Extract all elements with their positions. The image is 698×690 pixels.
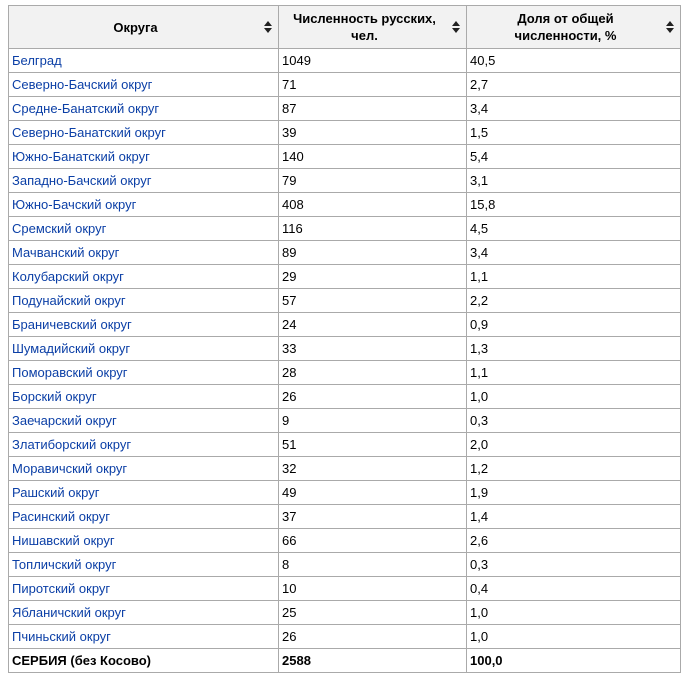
population-table: [8, 5, 681, 673]
population-cell: 79: [279, 169, 467, 193]
sort-icon[interactable]: [452, 20, 460, 34]
district-cell: [9, 121, 279, 145]
district-link[interactable]: Топличский округ: [12, 557, 117, 572]
table-row: [9, 217, 681, 241]
share-cell: 4,5: [467, 217, 681, 241]
district-link[interactable]: Моравичский округ: [12, 461, 128, 476]
district-cell: [9, 265, 279, 289]
share-cell: 1,3: [467, 337, 681, 361]
district-link[interactable]: Сремский округ: [12, 221, 107, 236]
share-cell: 0,9: [467, 313, 681, 337]
population-cell: 87: [279, 97, 467, 121]
population-cell: 66: [279, 529, 467, 553]
share-cell: 2,2: [467, 289, 681, 313]
population-cell: 1049: [279, 49, 467, 73]
share-cell: 1,2: [467, 457, 681, 481]
district-link[interactable]: Борский округ: [12, 389, 97, 404]
population-cell: 71: [279, 73, 467, 97]
district-link[interactable]: Заечарский округ: [12, 413, 117, 428]
share-cell: 1,4: [467, 505, 681, 529]
population-cell: 51: [279, 433, 467, 457]
table-row: [9, 601, 681, 625]
district-link[interactable]: Поморавский округ: [12, 365, 128, 380]
district-cell: [9, 289, 279, 313]
share-cell: 1,1: [467, 361, 681, 385]
population-cell: 408: [279, 193, 467, 217]
district-link[interactable]: Пчиньский округ: [12, 629, 111, 644]
population-cell: 28: [279, 361, 467, 385]
share-cell: 2,7: [467, 73, 681, 97]
district-link[interactable]: Златиборский округ: [12, 437, 132, 452]
district-cell: [9, 601, 279, 625]
district-link[interactable]: Нишавский округ: [12, 533, 115, 548]
share-cell: 0,3: [467, 553, 681, 577]
district-link[interactable]: Колубарский округ: [12, 269, 124, 284]
share-cell: 2,0: [467, 433, 681, 457]
share-cell: 1,0: [467, 385, 681, 409]
district-cell: [9, 313, 279, 337]
total-label-cell: СЕРБИЯ (без Косово): [9, 649, 279, 673]
district-link[interactable]: Северно-Банатский округ: [12, 125, 166, 140]
district-link[interactable]: Белград: [12, 53, 62, 68]
share-cell: 0,4: [467, 577, 681, 601]
table-row: [9, 145, 681, 169]
share-cell: 1,0: [467, 601, 681, 625]
table-row: [9, 553, 681, 577]
population-cell: 33: [279, 337, 467, 361]
population-cell: 57: [279, 289, 467, 313]
district-link[interactable]: Шумадийский округ: [12, 341, 131, 356]
share-cell: 1,9: [467, 481, 681, 505]
table-row: [9, 409, 681, 433]
share-cell: 3,4: [467, 97, 681, 121]
population-cell: 26: [279, 385, 467, 409]
share-cell: 1,1: [467, 265, 681, 289]
table-row: [9, 433, 681, 457]
table-row: [9, 337, 681, 361]
district-link[interactable]: Подунайский округ: [12, 293, 126, 308]
column-header-population[interactable]: [279, 6, 467, 49]
table-row: [9, 73, 681, 97]
column-header-label: Округа: [113, 19, 158, 35]
district-cell: [9, 193, 279, 217]
population-cell: 8: [279, 553, 467, 577]
table-row: [9, 577, 681, 601]
share-cell: 40,5: [467, 49, 681, 73]
total-population-cell: 2588: [279, 649, 467, 673]
district-cell: [9, 97, 279, 121]
district-link[interactable]: Рашский округ: [12, 485, 100, 500]
table-row: [9, 529, 681, 553]
population-cell: 39: [279, 121, 467, 145]
column-header-label: Численность русских, чел.: [293, 11, 436, 43]
district-link[interactable]: Западно-Бачский округ: [12, 173, 152, 188]
table-row: [9, 49, 681, 73]
district-link[interactable]: Южно-Банатский округ: [12, 149, 150, 164]
district-cell: [9, 433, 279, 457]
table-row: [9, 505, 681, 529]
district-link[interactable]: Мачванский округ: [12, 245, 120, 260]
table-row: [9, 193, 681, 217]
share-cell: 0,3: [467, 409, 681, 433]
share-cell: 1,0: [467, 625, 681, 649]
population-cell: 24: [279, 313, 467, 337]
share-cell: 1,5: [467, 121, 681, 145]
population-cell: 37: [279, 505, 467, 529]
table-container: [8, 5, 681, 673]
table-row: [9, 313, 681, 337]
sort-icon[interactable]: [666, 20, 674, 34]
district-cell: [9, 505, 279, 529]
table-row: [9, 121, 681, 145]
population-cell: 9: [279, 409, 467, 433]
district-cell: [9, 241, 279, 265]
table-row: [9, 625, 681, 649]
table-row: [9, 97, 681, 121]
column-header-district[interactable]: [9, 6, 279, 49]
district-cell: [9, 169, 279, 193]
table-row: [9, 385, 681, 409]
share-cell: 3,4: [467, 241, 681, 265]
district-cell: [9, 361, 279, 385]
population-cell: 140: [279, 145, 467, 169]
population-cell: 25: [279, 601, 467, 625]
district-link[interactable]: Расинский округ: [12, 509, 110, 524]
district-link[interactable]: Браничевский округ: [12, 317, 132, 332]
share-cell: 5,4: [467, 145, 681, 169]
sort-icon[interactable]: [264, 20, 272, 34]
table-row: [9, 361, 681, 385]
district-link[interactable]: Южно-Бачский округ: [12, 197, 137, 212]
table-header-row: [9, 6, 681, 49]
population-cell: 32: [279, 457, 467, 481]
column-header-label: Доля от общей численности, %: [514, 11, 617, 43]
district-link[interactable]: Средне-Банатский округ: [12, 101, 160, 116]
population-cell: 89: [279, 241, 467, 265]
population-cell: 116: [279, 217, 467, 241]
total-share-cell: 100,0: [467, 649, 681, 673]
district-cell: [9, 337, 279, 361]
population-cell: 29: [279, 265, 467, 289]
district-cell: [9, 409, 279, 433]
district-cell: [9, 145, 279, 169]
district-link[interactable]: Пиротский округ: [12, 581, 111, 596]
district-cell: [9, 73, 279, 97]
population-cell: 26: [279, 625, 467, 649]
share-cell: 2,6: [467, 529, 681, 553]
column-header-share[interactable]: [467, 6, 681, 49]
population-cell: 49: [279, 481, 467, 505]
table-row: [9, 481, 681, 505]
district-cell: [9, 529, 279, 553]
table-row: [9, 289, 681, 313]
district-cell: [9, 217, 279, 241]
total-row: [9, 649, 681, 673]
district-link[interactable]: Северно-Бачский округ: [12, 77, 153, 92]
district-cell: [9, 385, 279, 409]
district-cell: [9, 625, 279, 649]
district-cell: [9, 457, 279, 481]
population-cell: 10: [279, 577, 467, 601]
district-cell: [9, 49, 279, 73]
table-row: [9, 169, 681, 193]
table-row: [9, 241, 681, 265]
share-cell: 3,1: [467, 169, 681, 193]
table-row: [9, 457, 681, 481]
district-cell: [9, 577, 279, 601]
district-cell: [9, 553, 279, 577]
table-body: [9, 49, 681, 673]
district-link[interactable]: Ябланичский округ: [12, 605, 126, 620]
district-cell: [9, 481, 279, 505]
share-cell: 15,8: [467, 193, 681, 217]
table-row: [9, 265, 681, 289]
